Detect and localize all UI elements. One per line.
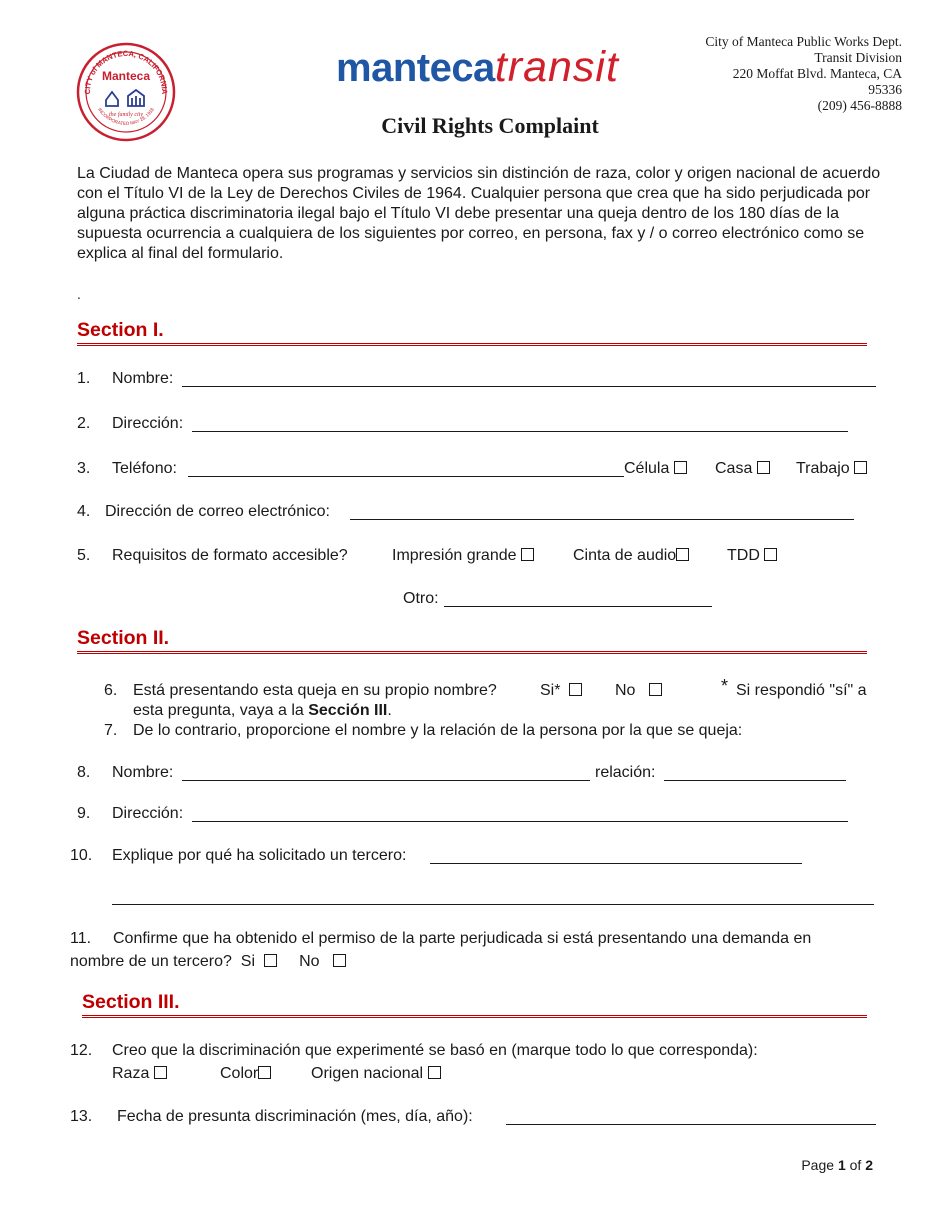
seal-name: Manteca [101,69,151,83]
own-behalf-no: No [615,682,662,700]
basis-national-origin: Origen nacional [311,1065,441,1083]
address-line: 220 Moffat Blvd. Manteca, CA [732,66,902,81]
address-line: City of Manteca Public Works Dept. [705,34,902,49]
q10-label: Explique por qué ha solicitado un tercero: [112,847,407,864]
q11-number: 11. [70,930,92,947]
q10-number: 10. [70,847,93,864]
q9-number: 9. [77,805,91,822]
third-party-name-input-line[interactable] [182,780,590,781]
q12-number: 12. [70,1042,93,1059]
email-input-line[interactable] [350,519,854,520]
q1-label: Nombre: [112,370,174,387]
national-origin-checkbox[interactable] [428,1066,441,1079]
work-checkbox[interactable] [854,461,867,474]
q6-continuation: esta pregunta, vaya a la Sección III. [133,702,392,719]
third-party-reason-input-line-2[interactable] [112,904,874,905]
own-behalf-yes-checkbox[interactable] [569,683,582,696]
section-3-reference: Sección III [308,702,388,719]
q4-label: Dirección de correo electrónico: [105,503,330,520]
other-format-input-line[interactable] [444,606,712,607]
address-line: 95336 [868,82,902,97]
q9-label: Dirección: [112,805,184,822]
seal-bottom-text: INCORPORATED MAY 28, 1918 [97,107,155,126]
q13-label: Fecha de presunta discriminación (mes, día, año): [117,1108,473,1125]
format-audio-tape: Cinta de audio [573,547,689,565]
basis-race: Raza [112,1065,167,1083]
q7-text: De lo contrario, proporcione el nombre y la relación de la persona por la que se queja: [133,722,743,739]
q8-label: Nombre: [112,764,174,781]
q5-label: Requisitos de formato accesible? [112,547,348,564]
tdd-checkbox[interactable] [764,548,777,561]
asterisk-note-mark: * [721,676,729,696]
department-address [642,34,902,114]
q1-number: 1. [77,370,91,387]
q11-text: Confirme que ha obtenido el permiso de la parte perjudicada si está presentando una demanda en [113,930,812,947]
q2-number: 2. [77,415,91,432]
section-2-heading: Section II. [77,626,867,654]
permission-yes-checkbox[interactable] [264,954,277,967]
format-tdd: TDD [727,547,777,565]
section-3-heading: Section III. [82,990,867,1018]
intro-paragraph: La Ciudad de Manteca opera sus programas y servicios sin distinción de raza, color y origen nacional de acuerdo con el Título VI de la Ley de Derechos Civiles de 1964. Cualquier persona que crea que ha sido perjudicada por alguna práctica discriminatoria ilegal bajo el Título VI debe presentar una queja dentro de los 180 días de la supuesta ocurrencia a cualquiera de los siguientes por correo, en persona, fax y / o correo electrónico como se explica al final del formulario. [77,165,881,262]
q11-text-line2: nombre de un tercero? Si No [70,953,346,971]
seal-top-text: CITY of MANTECA, CALIFORNIA [82,48,170,95]
basis-color: Color [220,1065,271,1083]
stray-dot: . [77,286,81,302]
q7-number: 7. [104,722,118,739]
section-1-heading: Section I. [77,318,867,346]
third-party-reason-input-line[interactable] [430,863,802,864]
relation-input-line[interactable] [664,780,846,781]
own-behalf-yes: Si* [540,682,582,700]
discrimination-date-input-line[interactable] [506,1124,876,1125]
name-input-line[interactable] [182,386,876,387]
address-line: (209) 456-8888 [817,98,902,113]
logo-transit-text: transit [494,43,619,91]
q3-number: 3. [77,460,91,477]
large-print-checkbox[interactable] [521,548,534,561]
address-line: Transit Division [814,50,902,65]
q13-number: 13. [70,1108,93,1125]
phone-type-cell: Célula [624,460,687,478]
page-number: Page 1 of 2 [801,1157,873,1173]
phone-input-line[interactable] [188,476,624,477]
audio-tape-checkbox[interactable] [676,548,689,561]
other-format-label: Otro: [403,590,439,607]
q6-text: Está presentando esta queja en su propio nombre? [133,682,497,699]
permission-no: No [299,953,320,970]
q12-text: Creo que la discriminación que experimenté se basó en (marque todo lo que corresponda): [112,1042,758,1059]
color-checkbox[interactable] [258,1066,271,1079]
third-party-address-input-line[interactable] [192,821,848,822]
home-checkbox[interactable] [757,461,770,474]
phone-type-home: Casa [715,460,770,478]
q4-number: 4. [77,503,91,520]
relation-label: relación: [595,764,656,781]
q3-label: Teléfono: [112,460,177,477]
q2-label: Dirección: [112,415,184,432]
permission-no-checkbox[interactable] [333,954,346,967]
q6-number: 6. [104,682,118,699]
manteca-transit-logo [336,44,619,90]
form-title: Civil Rights Complaint [381,113,599,138]
q5-number: 5. [77,547,91,564]
format-large-print: Impresión grande [392,547,534,565]
seal-tagline: the family city [109,112,143,118]
logo-manteca-text: manteca [336,46,495,90]
q6-note: Si respondió "sí" a [736,682,867,699]
phone-type-work: Trabajo [796,460,867,478]
q8-number: 8. [77,764,91,781]
cell-checkbox[interactable] [674,461,687,474]
address-input-line[interactable] [192,431,848,432]
race-checkbox[interactable] [154,1066,167,1079]
permission-yes: Si [240,953,255,970]
own-behalf-no-checkbox[interactable] [649,683,662,696]
